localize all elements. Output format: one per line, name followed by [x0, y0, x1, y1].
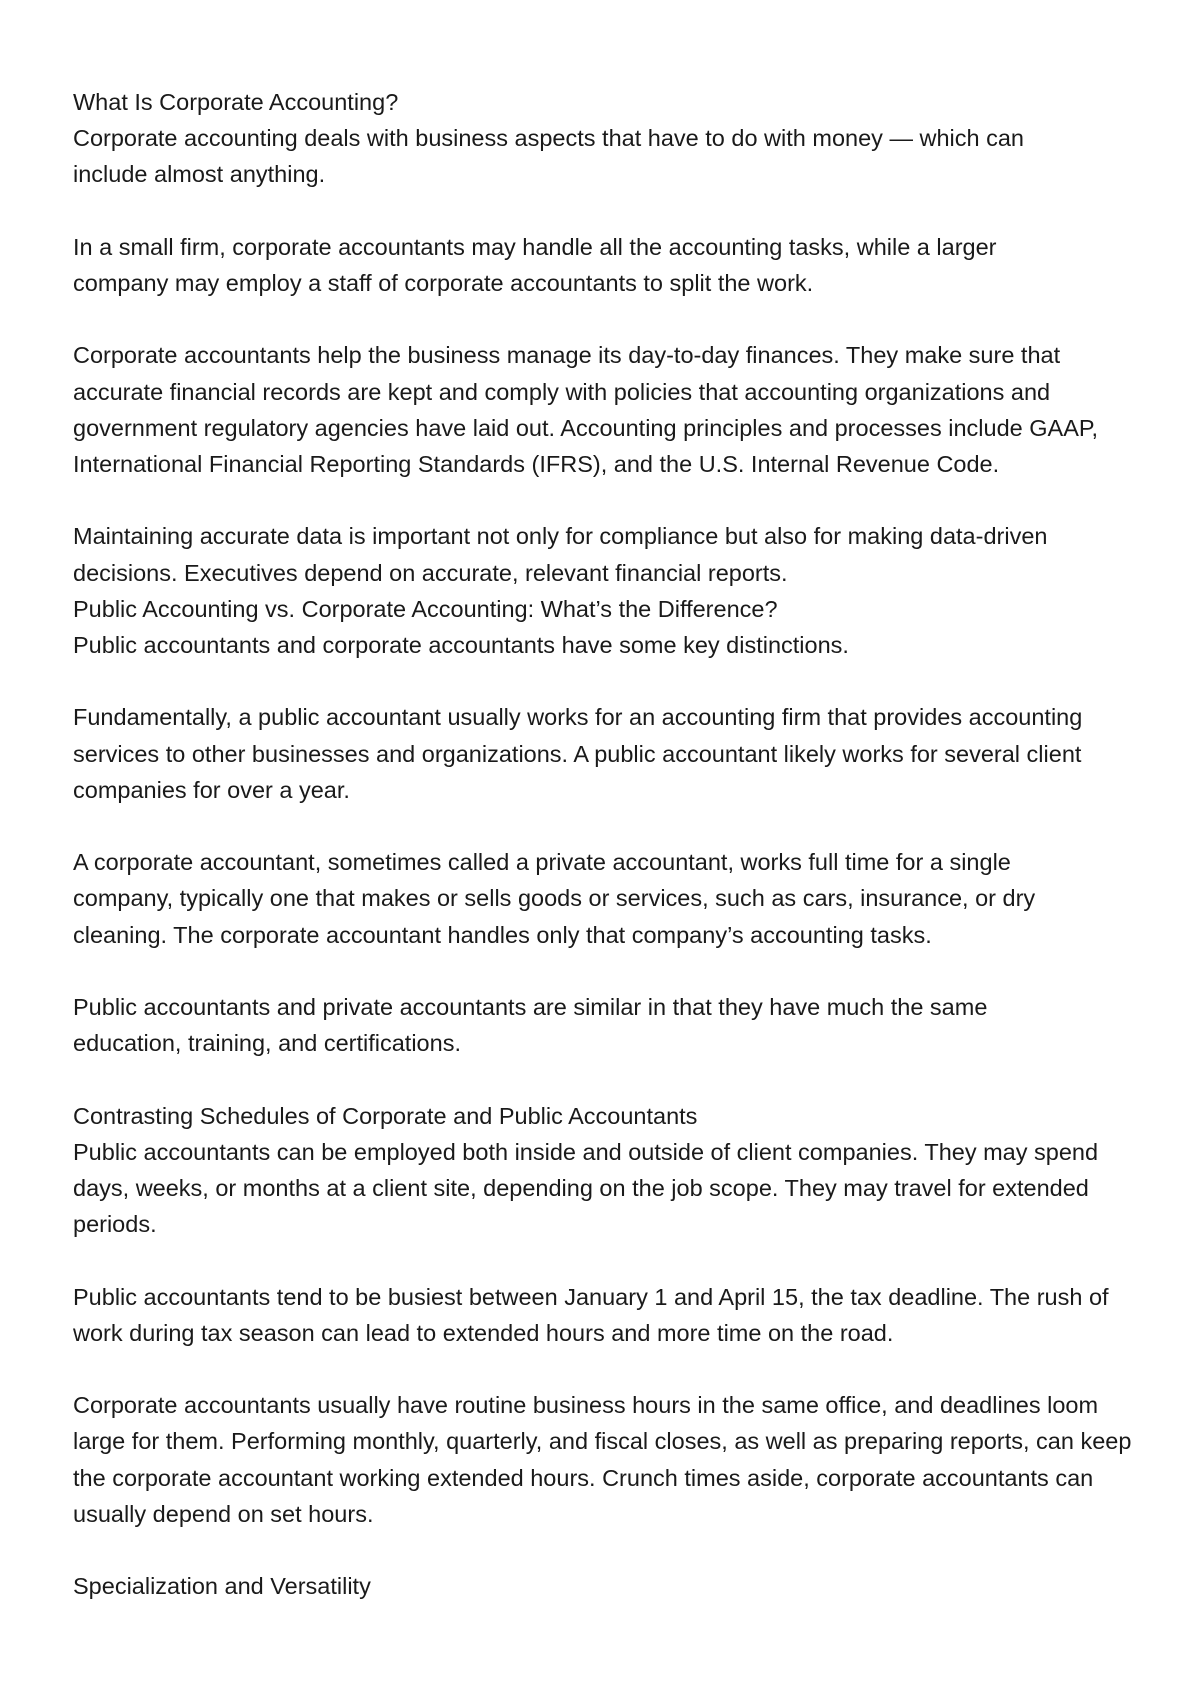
paragraph: Maintaining accurate data is important not only for compliance but also for making data-driven decisions. Executives depend on accurate, relevant financial reports.	[73, 523, 1048, 586]
section-heading-difference: Public Accounting vs. Corporate Accounting: What’s the Difference?	[73, 595, 778, 622]
paragraph: Fundamentally, a public accountant usually works for an accounting firm that provides accounting services to other businesses and organizations. A public accountant likely works for several client companies for over a year.	[73, 704, 1083, 803]
paragraph-gap	[73, 1532, 1153, 1568]
paragraph: Public accountants can be employed both inside and outside of client companies. They may spend days, weeks, or months at a client site, depending on the job scope. They may travel for extended periods.	[73, 1138, 1099, 1238]
paragraph-gap	[73, 808, 1153, 844]
paragraph: Public accountants and private accountants are similar in that they have much the same education, training, and certifications.	[73, 993, 988, 1057]
paragraph: In a small firm, corporate accountants may handle all the accounting tasks, while a larger company may employ a staff of corporate accountants to split the work.	[73, 233, 997, 296]
paragraph-gap	[73, 953, 1153, 989]
paragraph-gap	[73, 482, 1153, 518]
paragraph: Public accountants tend to be busiest between January 1 and April 15, the tax deadline. The rush of work during tax season can lead to extended hours and more time on the road.	[73, 1283, 1109, 1346]
paragraph-gap	[73, 1351, 1153, 1387]
paragraph-gap	[73, 663, 1153, 699]
paragraph: Public accountants and corporate accountants have some key distinctions.	[73, 632, 849, 658]
section-heading-schedules: Contrasting Schedules of Corporate and Public Accountants	[73, 1102, 698, 1129]
paragraph-gap	[73, 301, 1153, 337]
section-heading-what-is: What Is Corporate Accounting?	[73, 89, 399, 115]
document-page	[73, 84, 1153, 1604]
paragraph-gap	[73, 1061, 1153, 1097]
paragraph-gap	[73, 1242, 1153, 1278]
paragraph: A corporate accountant, sometimes called a private accountant, works full time for a single company, typically one that makes or sells goods or services, such as cars, insurance, or dry cleaning. The corporate accountant handles only that company’s accounting tasks.	[73, 849, 1036, 948]
section-heading-specialization: Specialization and Versatility	[73, 1573, 371, 1600]
paragraph: Corporate accountants help the business manage its day-to-day finances. They make sure that accurate financial records are kept and comply with policies that accounting organizations and government regulatory agencies have laid out. Accounting principles and processes include GAAP, International Financial Reporting Standards (IFRS), and the U.S. Internal Revenue Code.	[73, 342, 1099, 477]
paragraph-gap	[73, 193, 1153, 229]
paragraph: Corporate accountants usually have routine business hours in the same office, and deadlines loom large for them. Performing monthly, quarterly, and fiscal closes, as well as preparing reports, can keep the corporate accountant working extended hours. Crunch times aside, corporate accountants can usually depend on set hours.	[73, 1392, 1132, 1527]
paragraph: Corporate accounting deals with business aspects that have to do with money — which can include almost anything.	[73, 125, 1024, 188]
